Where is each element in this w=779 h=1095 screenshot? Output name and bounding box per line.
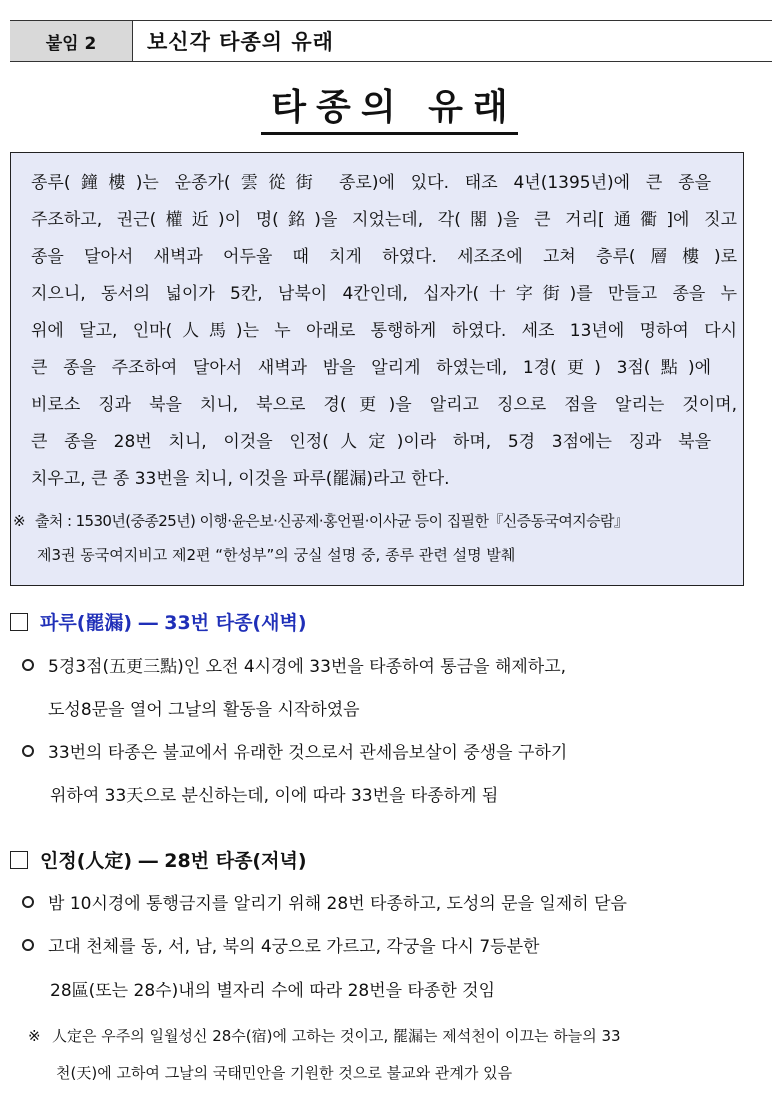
circle-bullet-icon bbox=[22, 659, 34, 671]
intro-line: 지으니, 동서의 넓이가 5칸, 남북이 4칸인데, 십자가(十字街)를 만들고 종을 누 bbox=[31, 284, 737, 304]
footnote: 천(天)에 고하여 그날의 국태민안을 기원한 것으로 불교와 관계가 있음 bbox=[56, 1064, 513, 1082]
intro-line: 비로소 징과 북을 치니, 북으로 경(更)을 알리고 징으로 점을 알리는 것이며, bbox=[31, 395, 737, 415]
intro-line: 큰 종을 주조하여 달아서 새벽과 밤을 알리게 하였는데, 1경(更) 3점(點)에 bbox=[31, 358, 711, 378]
footnote: 人定은 우주의 일월성신 28수(宿)에 고하는 것이고, 罷漏는 제석천이 이끄는 하늘의 33 bbox=[52, 1027, 621, 1045]
attachment-label: 붙임 2 bbox=[10, 21, 133, 61]
intro-line: 치우고, 큰 종 33번을 치니, 이것을 파루(罷漏)라고 한다. bbox=[31, 469, 450, 489]
section-heading-parugu bbox=[10, 608, 307, 635]
intro-line: 종루(鐘樓)는 운종가(雲從街 종로)에 있다. 태조 4년(1395년)에 큰 종을 bbox=[31, 173, 711, 193]
reference-mark: ※ bbox=[28, 1027, 41, 1045]
intro-line: 큰 종을 28번 치니, 이것을 인정(人定)이라 하며, 5경 3점에는 징과 북을 bbox=[31, 432, 711, 452]
page-title: 타종의 유래 bbox=[261, 86, 517, 135]
source-citation: 출처 : 1530년(중종25년) 이행·윤은보·신공제·홍언필·이사균 등이 집필한『신증동국여지승람』 bbox=[35, 512, 629, 530]
page-title-wrap bbox=[0, 86, 779, 135]
attachment-title: 보신각 타종의 유래 bbox=[147, 30, 334, 54]
checkbox-square-icon bbox=[10, 851, 28, 869]
circle-bullet-icon bbox=[22, 745, 34, 757]
list-item: 밤 10시경에 통행금지를 알리기 위해 28번 타종하고, 도성의 문을 일제히 닫음 bbox=[22, 891, 627, 917]
source-citation: 제3권 동국여지비고 제2편 “한성부”의 궁실 설명 중, 종루 관련 설명 발췌 bbox=[37, 546, 516, 564]
list-item-continuation: 28區(또는 28수)내의 별자리 수에 따라 28번을 타종한 것임 bbox=[50, 981, 496, 1001]
checkbox-square-icon bbox=[10, 613, 28, 631]
intro-box bbox=[10, 152, 744, 586]
list-item-continuation: 위하여 33天으로 분신하는데, 이에 따라 33번을 타종하게 됨 bbox=[50, 786, 499, 806]
section-title: 인정(人定) ― 28번 타종(저녁) bbox=[40, 850, 307, 872]
intro-line: 주조하고, 권근(權近)이 명(銘)을 지었는데, 각(閣)을 큰 거리[通衢]에 짓고 bbox=[31, 210, 737, 230]
section-title: 파루(罷漏) ― 33번 타종(새벽) bbox=[40, 612, 307, 634]
list-item-continuation: 도성8문을 열어 그날의 활동을 시작하였음 bbox=[48, 700, 360, 720]
intro-line: 위에 달고, 인마(人馬)는 누 아래로 통행하게 하였다. 세조 13년에 명하여 다시 bbox=[31, 321, 737, 341]
circle-bullet-icon bbox=[22, 896, 34, 908]
intro-line: 종을 달아서 새벽과 어두울 때 치게 하였다. 세조조에 고쳐 층루(層樓)로 bbox=[31, 247, 737, 267]
list-item: 고대 천체를 동, 서, 남, 북의 4궁으로 가르고, 각궁을 다시 7등분한 bbox=[22, 934, 539, 960]
reference-mark: ※ bbox=[13, 512, 26, 530]
list-item: 5경3점(五更三點)인 오전 4시경에 33번을 타종하여 통금을 해제하고, bbox=[22, 654, 566, 680]
circle-bullet-icon bbox=[22, 939, 34, 951]
list-item: 33번의 타종은 불교에서 유래한 것으로서 관세음보살이 중생을 구하기 bbox=[22, 740, 567, 766]
section-heading-injeong bbox=[10, 846, 307, 873]
attachment-header bbox=[10, 20, 772, 62]
